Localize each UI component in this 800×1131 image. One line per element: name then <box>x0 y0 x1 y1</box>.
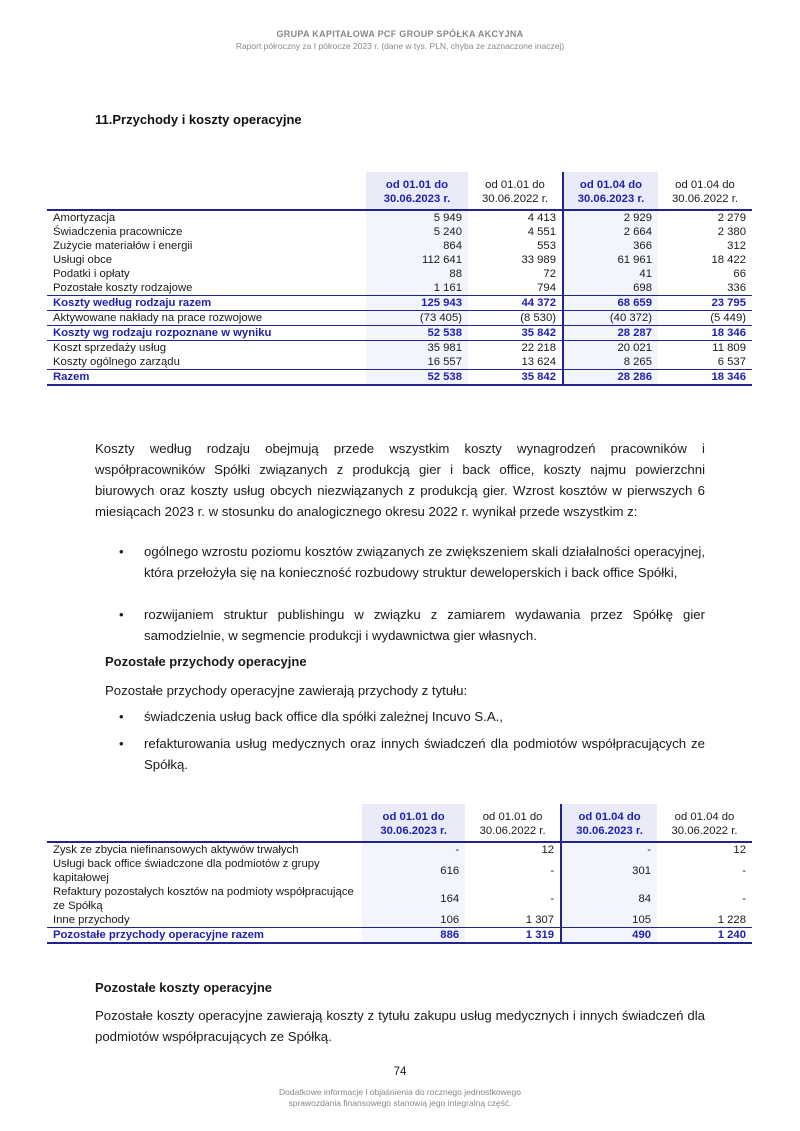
cell-value: 52 538 <box>366 326 468 341</box>
bullet-text: ogólnego wzrostu poziomu kosztów związanych ze zwiększeniem skali działalności operacyjnej, która przełożyła się na konieczność rozbudowy struktur deweloperskich i back office Spółki, <box>144 544 705 580</box>
report-subtitle: Raport półroczny za I półrocze 2023 r. (dane w tys. PLN, chyba że zaznaczone inaczej) <box>235 41 565 51</box>
cell-value: 5 240 <box>366 225 468 239</box>
grand-total-row <box>47 928 752 944</box>
cell-value: 35 842 <box>468 326 563 341</box>
cell-value: 13 624 <box>521 356 556 368</box>
row-label: Amortyzacja <box>53 212 116 224</box>
row-label: Koszty wg rodzaju rozpoznane w wyniku <box>47 326 366 341</box>
cell-value: - <box>742 865 746 877</box>
cell-value: 864 <box>366 239 468 253</box>
cell-value: 35 981 <box>366 341 468 356</box>
subheading-other-costs: Pozostałe koszty operacyjne <box>95 980 273 995</box>
row-label: Aktywowane nakłady na prace rozwojowe <box>53 312 263 324</box>
other-costs-paragraph: Pozostałe koszty operacyjne zawierają koszty z tytułu zakupu usług medycznych i innych świadczeń dla podmiotów współpracujących ze Spółką. <box>95 1008 705 1044</box>
footer-line: Dodatkowe informacje i objaśnienia do rocznego jednostkowego <box>279 1087 521 1097</box>
cell-value: 68 659 <box>563 296 658 311</box>
bullet-text: świadczenia usług back office dla spółki zależnej Incuvo S.A., <box>144 709 503 724</box>
cell-value: 18 346 <box>658 370 752 386</box>
table-row <box>47 210 752 225</box>
table-row <box>47 281 752 296</box>
operating-costs-table <box>47 172 752 386</box>
row-label: Usługi obce <box>53 254 113 266</box>
bullet-item <box>119 733 705 775</box>
cell-value: - <box>561 842 657 857</box>
total-row <box>47 296 752 311</box>
cell-value: 164 <box>362 885 465 913</box>
table-row <box>47 341 752 356</box>
cell-value: - <box>550 893 555 905</box>
cell-value: 1 307 <box>525 914 555 926</box>
footer-line: sprawozdania finansowego stanowią jego integralną część. <box>288 1098 512 1108</box>
cell-value: 18 346 <box>658 326 752 341</box>
table-row <box>47 225 752 239</box>
cell-value: (40 372) <box>563 311 658 326</box>
cell-value: - <box>550 865 555 877</box>
cell-value: 84 <box>561 885 657 913</box>
row-label: Podatki i opłaty <box>53 268 130 280</box>
row-label: Pozostałe koszty rodzajowe <box>53 282 193 294</box>
table-row <box>47 355 752 370</box>
cell-value: 88 <box>366 267 468 281</box>
cell-value: 794 <box>537 282 556 294</box>
cell-value: 20 021 <box>563 341 658 356</box>
bullet-text: refakturowania usług medycznych oraz innych świadczeń dla podmiotów współpracujących ze Spółką. <box>144 736 705 772</box>
cell-value: 312 <box>727 240 746 252</box>
row-label: Świadczenia pracownicze <box>53 226 183 238</box>
bullet-text: rozwijaniem struktur publishingu w związku z zamiarem wydawania przez Spółkę gier samodzielnie, w segmencie produkcji i wydawnictwa gier własnych. <box>144 607 705 643</box>
cell-value: 2 279 <box>717 212 746 224</box>
cell-value: 33 989 <box>521 254 556 266</box>
table-header-row <box>47 804 752 842</box>
bullet-icon: • <box>119 709 124 724</box>
cell-value: 28 286 <box>563 370 658 386</box>
cell-value: 28 287 <box>563 326 658 341</box>
cell-value: 6 537 <box>717 356 746 368</box>
bullet-icon: • <box>119 736 124 751</box>
cell-value: 112 641 <box>366 253 468 267</box>
header-blank-cell <box>47 804 362 842</box>
cell-value: 18 422 <box>711 254 746 266</box>
table-header-row <box>47 172 752 210</box>
cell-value: - <box>742 893 746 905</box>
cell-value: 66 <box>733 268 746 280</box>
bullet-icon: • <box>119 544 124 559</box>
table-row <box>47 267 752 281</box>
header-blank-cell <box>47 172 366 210</box>
bullet-item <box>119 706 705 727</box>
bullet-item <box>119 541 705 583</box>
cell-value: 301 <box>561 857 657 885</box>
row-label: Usługi back office świadczone dla podmiotów z grupy kapitałowej <box>53 858 320 884</box>
header-period-q2-2022: od 01.04 do 30.06.2022 r. <box>658 172 752 210</box>
section-title: 11.Przychody i koszty operacyjne <box>95 112 302 127</box>
row-label: Koszty ogólnego zarządu <box>53 356 180 368</box>
cell-value: 105 <box>561 913 657 928</box>
cell-value: 2 380 <box>717 226 746 238</box>
cell-value: 12 <box>733 844 746 856</box>
other-operating-revenue-table <box>47 804 752 944</box>
cell-value: 8 265 <box>563 355 658 370</box>
row-label: Pozostałe przychody operacyjne razem <box>47 928 362 944</box>
bullet-item <box>119 604 705 646</box>
page-footer <box>0 1087 800 1109</box>
row-label: Zysk ze zbycia niefinansowych aktywów trwałych <box>53 844 299 856</box>
header-period-h1-2023: od 01.01 do 30.06.2023 r. <box>362 804 465 842</box>
company-name: GRUPA KAPITAŁOWA PCF GROUP SPÓŁKA AKCYJNA <box>276 29 524 39</box>
table-row <box>47 857 752 885</box>
cell-value: 4 551 <box>527 226 556 238</box>
cell-value: 4 413 <box>527 212 556 224</box>
table-row <box>47 239 752 253</box>
cell-value: 11 809 <box>712 342 746 354</box>
cell-value: 52 538 <box>366 370 468 386</box>
header-period-h1-2022: od 01.01 do 30.06.2022 r. <box>468 172 563 210</box>
cell-value: 61 961 <box>563 253 658 267</box>
cell-value: 35 842 <box>468 370 563 386</box>
cell-value: 698 <box>563 281 658 296</box>
table-row <box>47 311 752 326</box>
header-period-h1-2022: od 01.01 do 30.06.2022 r. <box>465 804 561 842</box>
header-period-h1-2023: od 01.01 do 30.06.2023 r. <box>366 172 468 210</box>
cell-value: (8 530) <box>520 312 556 324</box>
table-row <box>47 913 752 928</box>
row-label: Koszty według rodzaju razem <box>47 296 366 311</box>
cell-value: 12 <box>541 844 555 856</box>
cell-value: - <box>362 842 465 857</box>
grand-total-row <box>47 370 752 386</box>
cell-value: 336 <box>727 282 746 294</box>
table-row <box>47 842 752 857</box>
cell-value: 886 <box>362 928 465 944</box>
cell-value: 23 795 <box>658 296 752 311</box>
cell-value: 490 <box>561 928 657 944</box>
bullet-icon: • <box>119 607 124 622</box>
cell-value: 41 <box>563 267 658 281</box>
header-period-q2-2023: od 01.04 do 30.06.2023 r. <box>563 172 658 210</box>
subheading-other-revenue: Pozostałe przychody operacyjne <box>105 654 307 669</box>
cell-value: 2 929 <box>563 210 658 225</box>
cell-value: (5 449) <box>710 312 746 324</box>
cell-value: 1 228 <box>717 914 746 926</box>
cell-value: 1 240 <box>657 928 752 944</box>
cell-value: 106 <box>362 913 465 928</box>
cell-value: 616 <box>362 857 465 885</box>
cell-value: 125 943 <box>366 296 468 311</box>
table-row <box>47 253 752 267</box>
table-row <box>47 885 752 913</box>
cell-value: 1 319 <box>465 928 561 944</box>
total-row <box>47 326 752 341</box>
cell-value: (73 405) <box>366 311 468 326</box>
row-label: Zużycie materiałów i energii <box>53 240 193 252</box>
costs-paragraph: Koszty według rodzaju obejmują przede wszystkim koszty wynagrodzeń pracowników i współpracowników Spółki związanych z produkcją gier i back office, koszty najmu powierzchni biurowych oraz koszty usług obcych niezwiązanych z produkcją gier. Wzrost kosztów w pierwszych 6 miesiącach 2023 r. w stosunku do analogicznego okresu 2022 r. wynikał przede wszystkim z: <box>95 441 705 519</box>
cell-value: 553 <box>537 240 556 252</box>
cell-value: 22 218 <box>521 342 556 354</box>
cell-value: 72 <box>543 268 556 280</box>
cell-value: 44 372 <box>468 296 563 311</box>
other-revenue-paragraph: Pozostałe przychody operacyjne zawierają przychody z tytułu: <box>105 683 468 698</box>
row-label: Koszt sprzedaży usług <box>53 342 167 354</box>
page-header <box>0 29 800 51</box>
page-number: 74 <box>393 1066 407 1078</box>
row-label: Inne przychody <box>53 914 130 926</box>
row-label: Refaktury pozostałych kosztów na podmioty współpracujące ze Spółką <box>53 886 354 912</box>
row-label: Razem <box>47 370 366 386</box>
cell-value: 16 557 <box>366 355 468 370</box>
cell-value: 5 949 <box>366 210 468 225</box>
cell-value: 366 <box>563 239 658 253</box>
header-period-q2-2023: od 01.04 do 30.06.2023 r. <box>561 804 657 842</box>
cell-value: 2 664 <box>563 225 658 239</box>
cell-value: 1 161 <box>366 281 468 296</box>
header-period-q2-2022: od 01.04 do 30.06.2022 r. <box>657 804 752 842</box>
